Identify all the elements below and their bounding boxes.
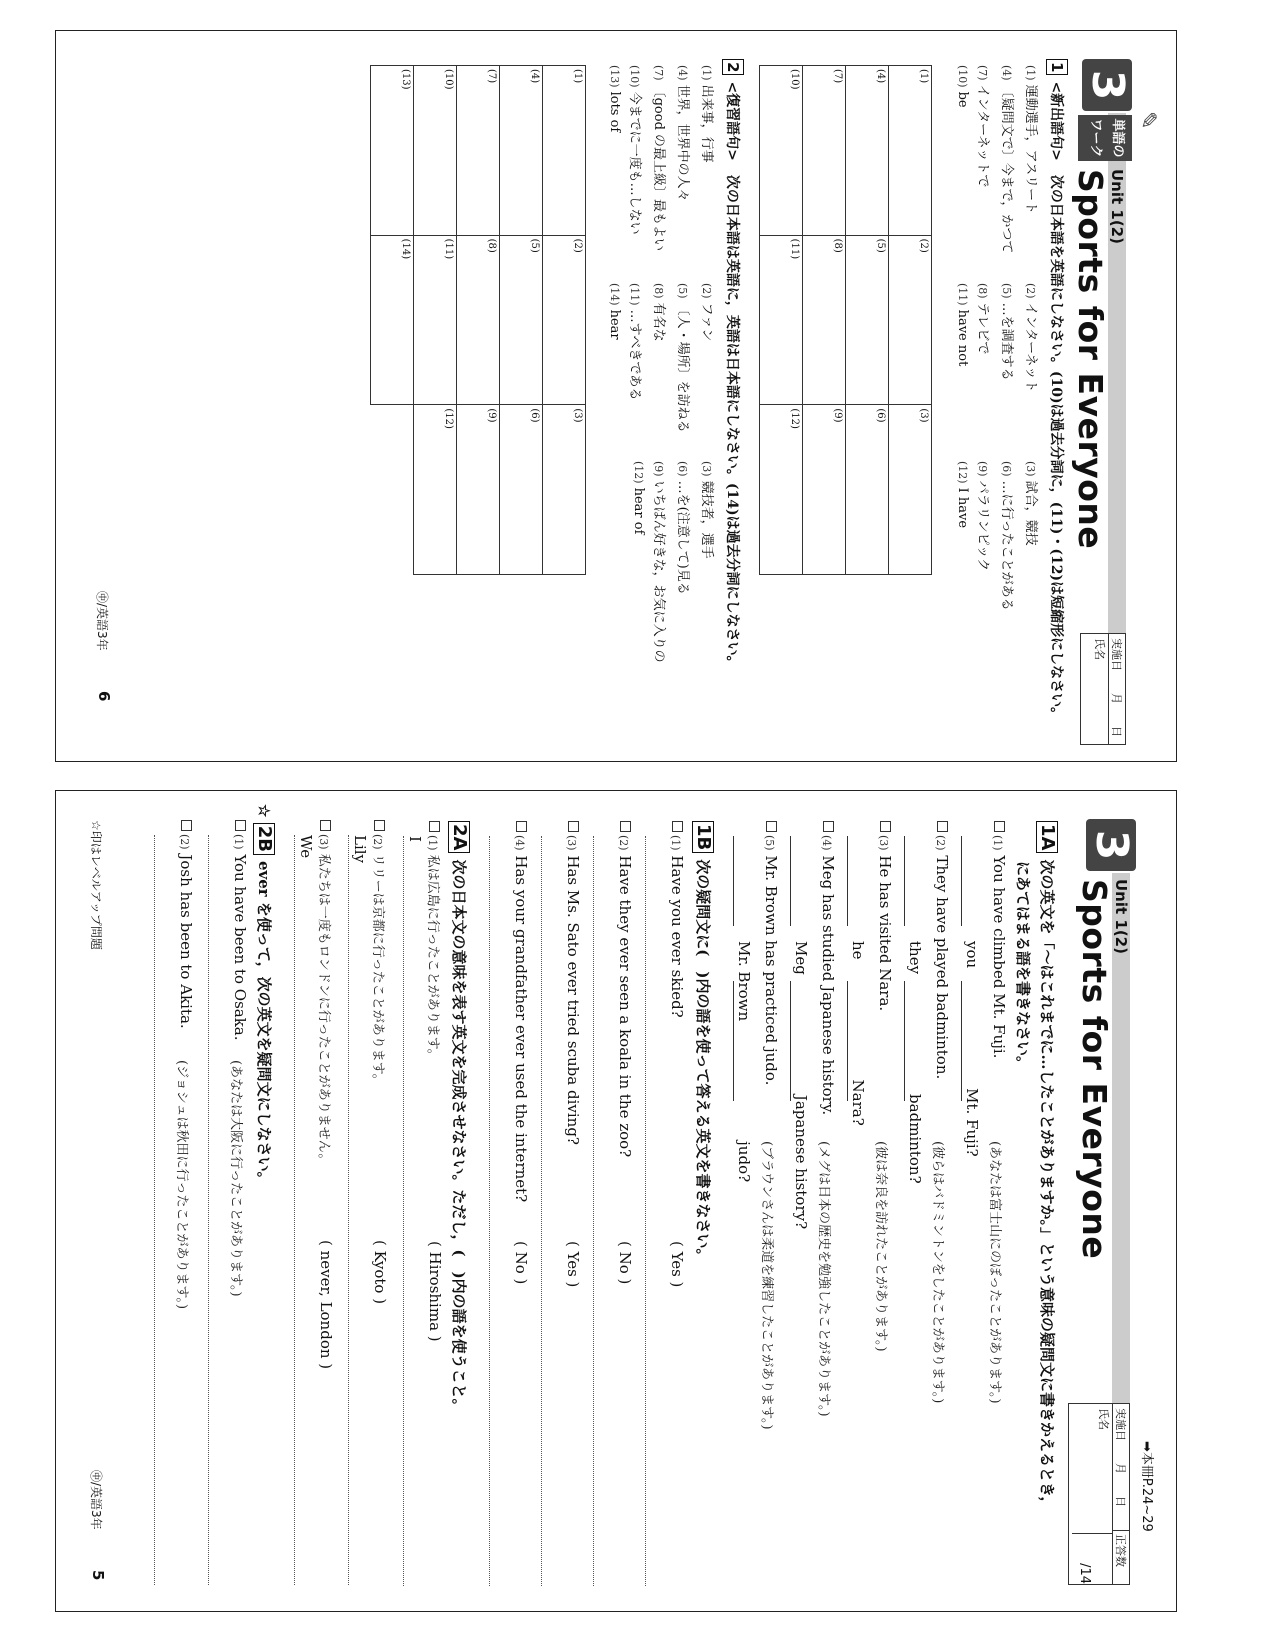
list-item: (3) Has Ms. Sato ever tried scuba diving? (564, 821, 582, 1145)
vocab-item: (2)インターネット (1023, 283, 1038, 393)
date-label: 実施日 月 日 (1114, 1408, 1127, 1507)
vocab-item: (12)I have (955, 461, 970, 529)
list-item: (5) Mr. Brown has practiced judo. (762, 821, 780, 1085)
vocab-item: (6)…を(注意して)見る (675, 461, 690, 595)
section-2b-tag: 2B (253, 823, 275, 855)
vocab-item: (13)lots of (607, 65, 622, 133)
list-item: (2) リリーは京都に行ったことがあります。 (370, 820, 389, 1087)
vocab-item: (11)…すべきである (627, 283, 642, 401)
answer-cell[interactable]: (14) (371, 235, 414, 405)
answer-cell[interactable]: (2) (543, 235, 586, 405)
date-label: 実施日 月 日 (1108, 634, 1125, 744)
list-item-translation: (ジョシュは秋田に行ったことがあります。) (174, 1060, 189, 1310)
info-box (1080, 633, 1126, 745)
list-item-translation: (彼らはバドミントンをしたことがあります。) (930, 1141, 945, 1404)
section-1b-heading (692, 821, 714, 1263)
answer-cell[interactable]: (3) (543, 405, 586, 575)
page-number: 5 (89, 1570, 107, 1581)
checkbox-icon (823, 821, 834, 832)
section-2-tag: 2 (722, 59, 744, 75)
answer-cell[interactable]: (7) (803, 66, 846, 236)
answer-cell[interactable]: (9) (803, 405, 846, 575)
score-label: 正答数 (1113, 1530, 1129, 1584)
unit-label: Unit 1(2) (1108, 169, 1126, 244)
vocab-item: (2)ファン (699, 283, 714, 342)
hint: ( never, London ) (317, 1240, 335, 1370)
vocab-item: (1)運動選手，アスリート (1023, 65, 1038, 215)
answer-start: I (406, 836, 424, 842)
answer-cell[interactable]: (11) (760, 235, 803, 405)
vocab-item: (10)今までに一度も…しない (627, 65, 642, 235)
vocab-item: (8)有名な (651, 283, 666, 342)
hint: ( No ) (616, 1241, 634, 1285)
answer-start: We (297, 835, 315, 859)
list-item-translation: (ブラウンさんは柔道を練習したことがあります。) (759, 1141, 774, 1430)
answer-cell[interactable]: (8) (803, 235, 846, 405)
section-2b-instruction: ever を使って，次の英文を疑問文にしなさい。 (255, 860, 273, 1187)
answer-cell[interactable]: (9) (457, 405, 500, 575)
vocab-item: (7)インターネットで (975, 65, 990, 188)
section-1-tag: 1 (1046, 59, 1068, 75)
vocab-item: (10)be (955, 65, 970, 108)
list-item: (1) You have been to Osaka. (231, 820, 249, 1041)
answer-line: youMt. Fuji? (963, 941, 981, 1157)
answer-cell[interactable]: (7) (457, 66, 500, 236)
levelup-star-icon: ☆ (255, 804, 273, 818)
checkbox-icon (429, 821, 440, 832)
answer-cell[interactable]: (8) (457, 235, 500, 405)
hint: ( Kyoto ) (371, 1240, 389, 1305)
vocab-item: (6)…に行ったことがある (999, 461, 1014, 611)
vocab-item: (4)〔疑問文で〕今まで，かつて (999, 65, 1014, 254)
answer-cell[interactable]: (10) (760, 66, 803, 236)
checkbox-icon (766, 821, 777, 832)
vocab-item: (9)いちばん好きな，お気に入りの (651, 461, 666, 663)
vocab-item: (11)have not (955, 283, 970, 367)
hint: ( Hiroshima ) (426, 1241, 444, 1342)
section-1-heading (1046, 59, 1068, 721)
name-label: 氏名 (1093, 638, 1106, 660)
checkbox-icon (937, 821, 948, 832)
answer-line: theybadminton? (906, 941, 924, 1184)
vocab-item: (7)〔good の最上級〕最もよい (651, 65, 666, 252)
list-item-translation: (あなたは富士山にのぼったことがあります。) (987, 1141, 1002, 1404)
answer-start: Lily (351, 835, 369, 864)
pencil-icon: ✎ (1135, 111, 1160, 130)
vocab-item: (14)hear (607, 283, 622, 340)
list-item: (4) Has your grandfather ever used the internet? (512, 821, 530, 1202)
answer-line: MegJapanese history? (792, 941, 810, 1230)
page-title: Sports for Everyone (1075, 879, 1114, 1260)
unit-label: Unit 1(2) (1112, 879, 1130, 954)
page-title: Sports for Everyone (1071, 169, 1110, 550)
section-1b-tag: 1B (692, 821, 714, 853)
worksheet-page-5 (55, 790, 1177, 1612)
answer-line: Mr. Brownjudo? (735, 941, 753, 1183)
section-1a-instruction-2: にあてはまる語を書きなさい。 (1014, 861, 1032, 1072)
answer-cell[interactable]: (12) (414, 405, 457, 575)
answer-line: heNara? (849, 941, 867, 1126)
checkbox-icon (994, 821, 1005, 832)
answer-cell[interactable]: (13) (371, 66, 414, 236)
footer-publisher: ㊥/英語3年 (89, 1470, 103, 1530)
answer-cell[interactable]: (3) (889, 405, 932, 575)
list-item: (2) Have they ever seen a koala in the zoo? (616, 821, 634, 1157)
section-1a-tag: 1A (1036, 821, 1058, 853)
checkbox-icon (516, 821, 527, 832)
answer-cell[interactable]: (2) (889, 235, 932, 405)
footer-publisher: ㊥/英語3年 (95, 591, 109, 651)
textbook-reference: ➡本冊P.24~29 (1139, 1441, 1154, 1532)
list-item: (2) They have played badminton. (933, 821, 951, 1079)
section-1-answer-grid (759, 65, 932, 575)
section-1a-instruction: 次の英文を「～はこれまでに…したことがありますか。」という意味の疑問文に書きかえるとき， (1038, 859, 1056, 1512)
vocab-item: (5)〔人・場所〕を訪ねる (675, 283, 690, 433)
checkbox-icon (568, 821, 579, 832)
hint: ( No ) (512, 1241, 530, 1285)
unit-number-badge: 3 (1086, 819, 1136, 871)
answer-cell[interactable]: (10) (414, 66, 457, 236)
answer-cell[interactable]: (4) (846, 66, 889, 236)
hint: ( Yes ) (668, 1241, 686, 1288)
answer-cell[interactable]: (12) (760, 405, 803, 575)
score-value: /14 (1072, 1533, 1112, 1584)
vocab-item: (9)パラリンピック (975, 461, 990, 572)
list-item: (4) Meg has studied Japanese history. (819, 821, 837, 1115)
checkbox-icon (880, 821, 891, 832)
answer-cell[interactable]: (4) (500, 66, 543, 236)
section-2-instruction: <復習語句> 次の日本語は英語に，英語は日本語にしなさい。(14)は過去分詞にしなさい。 (724, 81, 740, 670)
answer-cell[interactable]: (6) (846, 405, 889, 575)
answer-cell[interactable]: (5) (846, 235, 889, 405)
list-item: (3) He has visited Nara. (876, 821, 894, 1011)
list-item-translation: (あなたは大阪に行ったことがあります。) (228, 1060, 243, 1297)
vocab-item: (12)hear of (631, 461, 646, 535)
unit-number-badge: 3 (1082, 59, 1132, 111)
answer-cell[interactable]: (5) (500, 235, 543, 405)
list-item: (2) Josh has been to Akita. (177, 820, 195, 1029)
word-work-badge: ✎ 単語の ワーク (1078, 115, 1132, 161)
answer-cell[interactable]: (11) (414, 235, 457, 405)
checkbox-icon (672, 821, 683, 832)
section-1a-heading (1036, 821, 1058, 1511)
vocab-item: (3)試合，競技 (1023, 461, 1038, 546)
list-item: (1) Have you ever skied? (668, 821, 686, 1018)
name-label: 氏名 (1097, 1408, 1110, 1430)
list-item: (1) 私は広島に行ったことがあります。 (425, 821, 444, 1062)
vocab-item: (8)テレビで (975, 283, 990, 355)
section-2-heading (722, 59, 744, 670)
list-item-translation: (メグは日本の歴史を勉強したことがあります。) (816, 1141, 831, 1417)
vocab-item: (1)出来事，行事 (699, 65, 714, 163)
list-item: (3) 私たちは一度もロンドンに行ったことがありません。 (316, 820, 335, 1167)
hint: ( Yes ) (564, 1241, 582, 1288)
worksheet-page-6 (55, 30, 1177, 762)
vocab-item: (3)競技者，選手 (699, 461, 714, 559)
answer-cell[interactable]: (1) (543, 66, 586, 236)
footer-note: ☆印はレベルアップ問題 (89, 820, 103, 950)
list-item-translation: (彼は奈良を訪れたことがあります。) (873, 1141, 888, 1352)
vocab-item: (5)…を調査する (999, 283, 1014, 381)
answer-cell[interactable]: (6) (500, 405, 543, 575)
section-2a-tag: 2A (448, 821, 470, 853)
info-box (1068, 1403, 1130, 1585)
section-2-answer-grid (370, 65, 586, 575)
section-1b-instruction: 次の疑問文に( )内の語を使って答える英文を書きなさい。 (694, 859, 712, 1264)
list-item: (1) You have climbed Mt. Fuji. (990, 821, 1008, 1058)
vocab-item: (4)世界，世界中の人々 (675, 65, 690, 202)
page-number: 6 (95, 691, 113, 702)
answer-cell[interactable]: (1) (889, 66, 932, 236)
section-2a-instruction: 次の日本文の意味を表す英文を完成させなさい。ただし，( )内の語を使うこと。 (450, 859, 468, 1414)
section-1-instruction: <新出語句> 次の日本語を英語にしなさい。(10)は過去分詞に，(11)・(12)は短縮形にしなさい。 (1048, 81, 1064, 722)
checkbox-icon (620, 821, 631, 832)
section-2a-heading (448, 821, 470, 1414)
